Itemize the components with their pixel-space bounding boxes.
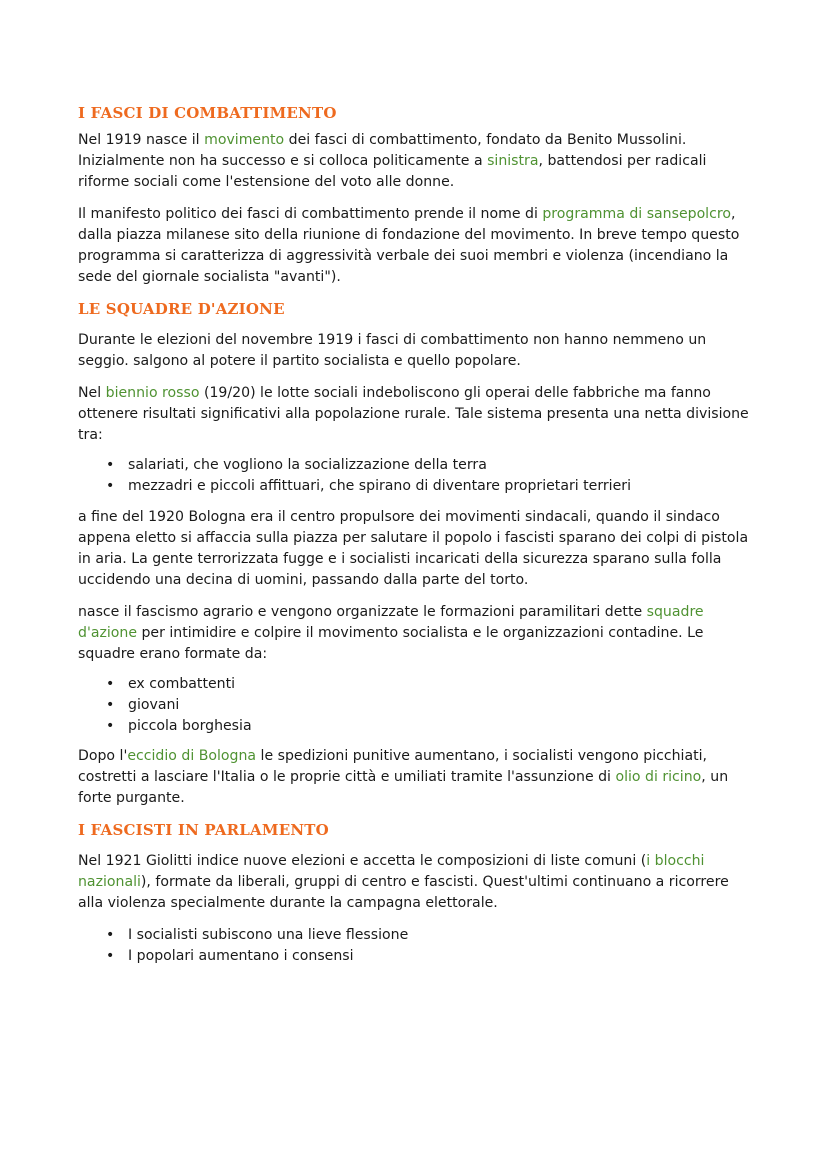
heading-squadre-azione: LE SQUADRE D'AZIONE: [78, 300, 285, 318]
list-item: [78, 455, 756, 476]
paragraph-nascita-movimento: [78, 130, 756, 193]
list-item-text: I popolari aumentano i consensi: [128, 948, 354, 964]
highlight-programma-sansepolcro: programma di sansepolcro: [542, 206, 731, 222]
highlight-eccidio-bologna: eccidio di Bologna: [127, 748, 257, 764]
text: Nel 1919 nasce il: [78, 132, 205, 148]
bullet-icon: •: [106, 948, 115, 964]
list-item: [78, 946, 756, 967]
text: per intimidire e colpire il movimento socialista e le organizzazioni contadine. Le squadre erano formate da:: [78, 625, 704, 662]
list-divisione: [78, 455, 756, 497]
bullet-icon: •: [106, 927, 115, 943]
text: Dopo l': [78, 748, 128, 764]
paragraph-elezioni-1921: [78, 851, 756, 914]
list-risultati-elezioni: [78, 925, 756, 967]
list-item-text: piccola borghesia: [128, 718, 252, 734]
paragraph-fascismo-agrario: [78, 602, 756, 665]
list-item: [78, 674, 756, 695]
heading-fasci-di-combattimento: I FASCI DI COMBATTIMENTO: [78, 104, 337, 122]
list-item-text: ex combattenti: [128, 676, 236, 692]
text: Il manifesto politico dei fasci di combattimento prende il nome di: [78, 206, 543, 222]
bullet-icon: •: [106, 676, 115, 692]
heading-fascisti-parlamento: I FASCISTI IN PARLAMENTO: [78, 821, 329, 839]
paragraph-eccidio-bologna: [78, 746, 756, 809]
paragraph-manifesto: [78, 204, 756, 288]
text: (19/20) le lotte sociali indeboliscono gli operai delle fabbriche ma fanno ottenere risultati significativi alla popolazione rurale. Tale sistema presenta una netta divisione tra:: [78, 385, 749, 443]
text: dei fasci di combattimento, fondato da Benito Mussolini. Inizialmente non ha successo e si colloca politicamente a: [78, 132, 687, 169]
text: , un forte purgante.: [78, 769, 729, 806]
paragraph-biennio-rosso: [78, 383, 756, 446]
list-item-text: salariati, che vogliono la socializzazione della terra: [128, 457, 487, 473]
list-item: [78, 695, 756, 716]
bullet-icon: •: [106, 457, 115, 473]
text: Nel: [78, 385, 106, 401]
highlight-blocchi-nazionali: i blocchi nazionali: [78, 853, 705, 890]
text: le spedizioni punitive aumentano, i socialisti vengono picchiati, costretti a lasciare l'Italia o le proprie città e umiliati tramite l'assunzione di: [78, 748, 708, 785]
bullet-icon: •: [106, 718, 115, 734]
text: nasce il fascismo agrario e vengono organizzate le formazioni paramilitari dette: [78, 604, 647, 620]
highlight-movimento: movimento: [204, 132, 285, 148]
highlight-olio-di-ricino: olio di ricino: [615, 769, 702, 785]
list-squadre-composizione: [78, 674, 756, 737]
paragraph-elezioni-1919: Durante le elezioni del novembre 1919 i fasci di combattimento non hanno nemmeno un seggio. salgono al potere il partito socialista e quello popolare.: [78, 332, 707, 369]
highlight-biennio-rosso: biennio rosso: [105, 385, 200, 401]
text: , dalla piazza milanese sito della riunione di fondazione del movimento. In breve tempo questo programma si caratterizza di aggressività verbale dei suoi membri e violenza (incendiano la sede del giornale socialista "avanti").: [78, 206, 740, 285]
text: ), formate da liberali, gruppi di centro e fascisti. Quest'ultimi continuano a ricorrere alla violenza specialmente durante la campagna elettorale.: [78, 874, 729, 911]
list-item: [78, 716, 756, 737]
text: , battendosi per radicali riforme sociali come l'estensione del voto alle donne.: [78, 153, 707, 190]
bullet-icon: •: [106, 478, 115, 494]
paragraph-bologna-1920: a fine del 1920 Bologna era il centro propulsore dei movimenti sindacali, quando il sindaco appena eletto si affaccia sulla piazza per salutare il popolo i fascisti sparano dei colpi di pistola in aria. La gente terrorizzata fugge e i socialisti incaricati della sicurezza sparano sulla folla uccidendo una decina di uomini, passando dalla parte del torto.: [78, 509, 749, 588]
list-item-text: giovani: [128, 697, 180, 713]
list-item-text: mezzadri e piccoli affittuari, che spirano di diventare proprietari terrieri: [128, 478, 631, 494]
list-item: [78, 925, 756, 946]
bullet-icon: •: [106, 697, 115, 713]
highlight-squadre-azione: squadre d'azione: [78, 604, 704, 641]
list-item: [78, 476, 756, 497]
highlight-sinistra: sinistra: [487, 153, 539, 169]
list-item-text: I socialisti subiscono una lieve flessione: [128, 927, 409, 943]
text: Nel 1921 Giolitti indice nuove elezioni e accetta le composizioni di liste comuni (: [78, 853, 647, 869]
